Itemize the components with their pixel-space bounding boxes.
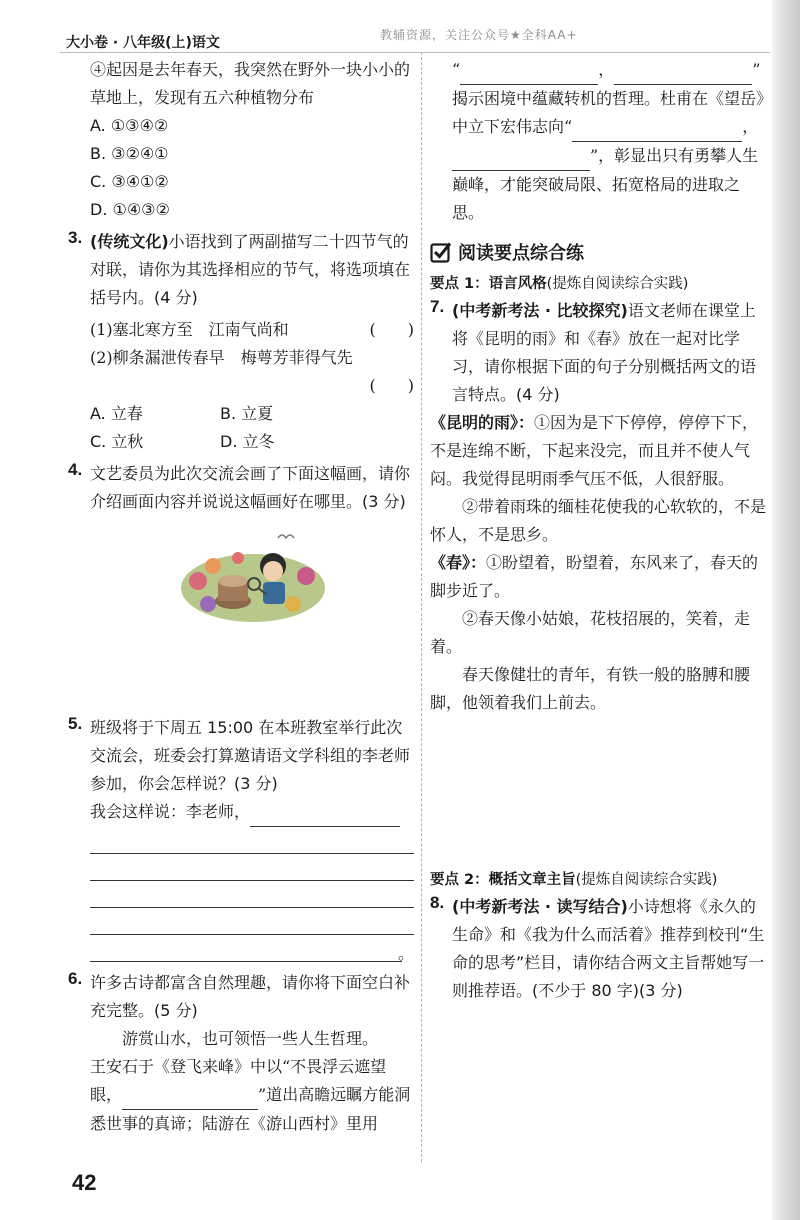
- q7-stem: 语文老师在课堂上将《昆明的雨》和《春》放在一起对比学习，请你根据下面的句子分别概括两文的语言特点。(4 分): [452, 301, 757, 404]
- q3-answer-paren-1[interactable]: ( ): [369, 320, 414, 339]
- q3-option-a[interactable]: A. 立春: [90, 404, 143, 423]
- question-4: [68, 460, 414, 516]
- q3-options-row-2: [68, 428, 414, 456]
- q2-option-a[interactable]: A. ①③④②: [90, 116, 169, 135]
- page-number: 42: [72, 1170, 97, 1195]
- q2-option-d[interactable]: D. ①④③②: [90, 200, 170, 219]
- q3-option-c[interactable]: C. 立秋: [90, 432, 144, 451]
- q2-item4: ④起因是去年春天，我突然在野外一块小小的草地上，发现有五六种植物分布: [90, 60, 411, 107]
- section-heading: [430, 239, 770, 265]
- q5-stem: 班级将于下周五 15:00 在本班教室举行此次交流会，班委会打算邀请语文学科组的李老师参加，你会怎样说？(3 分): [90, 718, 411, 793]
- q6-blank-2[interactable]: [460, 56, 598, 85]
- q3-item-2-paren-row: [68, 372, 414, 400]
- key-point-1: 要点 1：语言风格(提炼自阅读综合实践): [430, 276, 689, 292]
- question-7: [430, 297, 770, 409]
- q7-number: 7.: [430, 297, 445, 316]
- left-column: [68, 56, 414, 1138]
- q8-stem: 小诗想将《永久的生命》和《我为什么而活着》推荐到校刊“生命的思考”栏目，请你结合两文主旨帮她写一则推荐语。(不少于 80 字)(3 分): [452, 897, 765, 1000]
- header-divider: [60, 52, 770, 53]
- section-title: 阅读要点综合练: [458, 243, 584, 264]
- q4-number: 4.: [68, 460, 83, 479]
- book-title: 大小卷 · 八年级(上)语文: [66, 35, 220, 51]
- q6-stem: 许多古诗都富含自然理趣，请你将下面空白补充完整。(5 分): [90, 973, 411, 1020]
- q3-option-d[interactable]: D. 立冬: [220, 432, 275, 451]
- q5-prompt-line: [68, 798, 414, 827]
- q6-blank-3[interactable]: [614, 56, 752, 85]
- q7-chun-2: ②春天像小姑娘，花枝招展的，笑着，走着。: [430, 609, 751, 656]
- q6-blank-5[interactable]: [452, 142, 590, 171]
- q6-para-2: 王安石于《登飞来峰》中以“不畏浮云遮望眼， ”道出高瞻远瞩方能洞悉世事的真谛；陆游在《游山西村》里用: [90, 1057, 411, 1133]
- q5-answer-blank[interactable]: [250, 798, 400, 827]
- q2-option-b[interactable]: B. ③②④①: [90, 144, 169, 163]
- q7-chun-3: 春天像健壮的青年，有铁一般的胳膊和腰脚，他领着我们上前去。: [430, 665, 751, 712]
- q5-answer-line-5-row: [90, 935, 414, 961]
- q5-number: 5.: [68, 714, 83, 733]
- q6-para-1: 游赏山水，也可领悟一些人生哲理。: [122, 1029, 379, 1048]
- q7-chun-1: 《春》：①盼望着，盼望着，东风来了，春天的脚步近了。: [430, 553, 759, 600]
- q3-option-b[interactable]: B. 立夏: [220, 404, 274, 423]
- q5-end-mark: 。: [397, 944, 414, 963]
- q5-answer-line-2[interactable]: [90, 854, 414, 881]
- q8-tag: (中考新考法 · 读写结合): [452, 897, 628, 916]
- q7-tag: (中考新考法 · 比较探究): [452, 301, 628, 320]
- page-edge-shadow: [772, 0, 800, 1220]
- q5-prompt: 我会这样说：李老师，: [90, 802, 251, 821]
- q3-options-row-1: [68, 400, 414, 428]
- q3-number: 3.: [68, 228, 83, 247]
- key-point-2: 要点 2：概括文章主旨(提炼自阅读综合实践): [430, 872, 718, 888]
- q6-cont-para: 揭示困境中蕴藏转机的哲理。杜甫在《望岳》中立下宏伟志向“ ， ”，彰显出只有勇攀人生巅峰，才能突破局限、拓宽格局的进取之思。: [452, 89, 765, 222]
- q6-number: 6.: [68, 969, 83, 988]
- q6-blank-1[interactable]: [122, 1081, 258, 1110]
- q6-blank-4[interactable]: [572, 113, 742, 142]
- watermark-text: 教辅资源，关注公众号★全科AA+: [380, 28, 578, 42]
- question-3: [68, 228, 414, 312]
- q6-cont-blanks: “ ， ”: [430, 56, 770, 85]
- right-column: [430, 56, 770, 1005]
- question-8: [430, 893, 770, 1005]
- q7-kunming-1: 《昆明的雨》：①因为是下下停停，停停下下，不是连绵不断，下起来没完，而且并不使人气闷。我觉得昆明雨季气压不低，人很舒服。: [430, 413, 759, 488]
- q2-option-c[interactable]: C. ③④①②: [90, 172, 169, 191]
- q8-number: 8.: [430, 893, 445, 912]
- q3-item-1: (1)塞北寒方至 江南气尚和 ( ): [68, 316, 414, 344]
- q3-item-2: (2)柳条漏泄传春早 梅萼芳菲得气先: [90, 348, 353, 367]
- question-6: [68, 969, 414, 1025]
- q5-answer-line-5[interactable]: [90, 935, 402, 962]
- q7-kunming-2: ②带着雨珠的缅桂花使我的心软软的，不是怀人，不是思乡。: [430, 497, 767, 544]
- boy-with-magnifier-illustration: [178, 526, 328, 626]
- q5-answer-line-4[interactable]: [90, 908, 414, 935]
- q3-answer-paren-2[interactable]: ( ): [369, 376, 414, 395]
- q5-answer-line-3[interactable]: [90, 881, 414, 908]
- checkbox-check-icon: [430, 241, 452, 263]
- q4-stem: 文艺委员为此次交流会画了下面这幅画，请你介绍画面内容并说说这幅画好在哪里。(3 分): [90, 464, 411, 511]
- question-5: [68, 714, 414, 798]
- q5-answer-line-1[interactable]: [90, 827, 414, 854]
- q3-tag: (传统文化): [90, 232, 169, 251]
- q3-stem: 小语找到了两副描写二十四节气的对联，请你为其选择相应的节气，将选项填在括号内。(4 分): [90, 232, 411, 307]
- column-divider: [421, 52, 422, 1162]
- q7-answer-space[interactable]: [430, 717, 770, 867]
